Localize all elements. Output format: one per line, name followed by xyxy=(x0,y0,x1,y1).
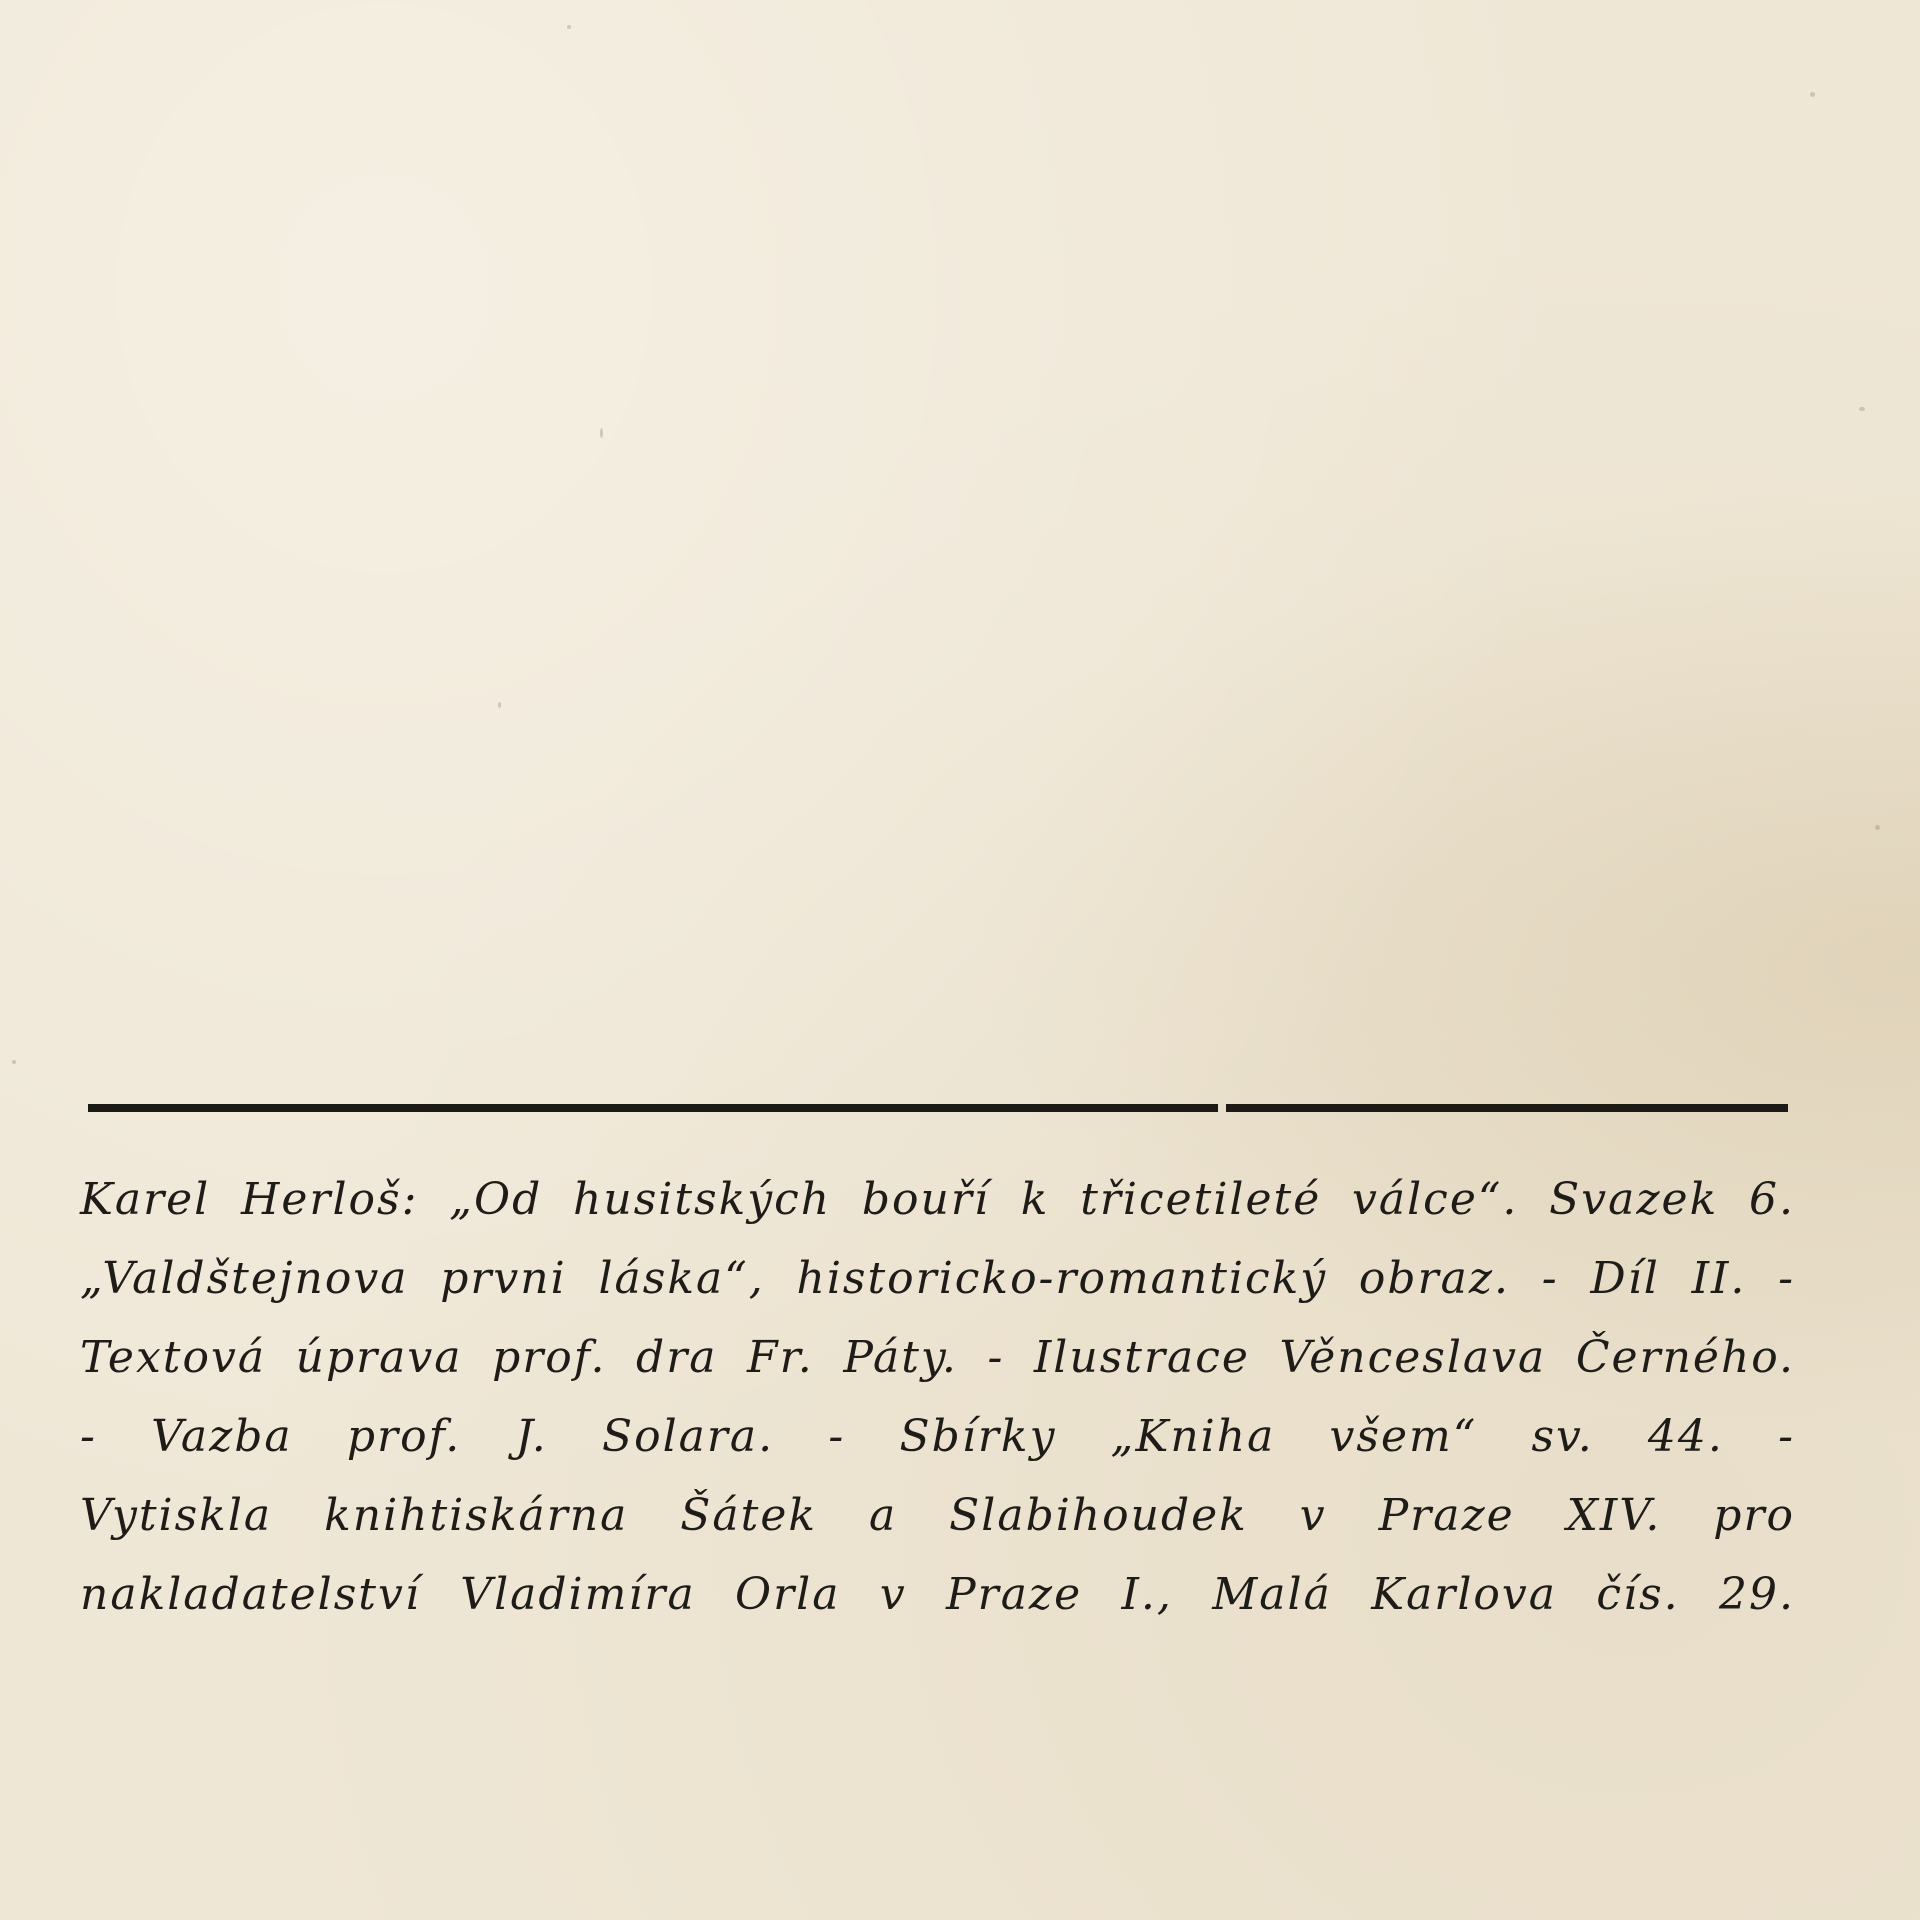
paper-speck xyxy=(498,702,501,708)
colophon-line-2: „Valdštejnova prvni láska“, historicko-romantický obraz. - Díl II. - xyxy=(80,1253,1795,1304)
paper-speck xyxy=(567,25,571,29)
separator-rule-right xyxy=(1226,1104,1788,1112)
colophon-line-1: Karel Herloš: „Od husitských bouří k třicetileté válce“. Svazek 6. xyxy=(80,1174,1795,1225)
paper-speck xyxy=(12,1060,16,1064)
colophon-line-5: Vytiskla knihtiskárna Šátek a Slabihoudek v Praze XIV. pro xyxy=(80,1490,1795,1541)
paper-speck xyxy=(1875,825,1880,830)
colophon-text xyxy=(80,1160,1795,1634)
colophon-line-4: - Vazba prof. J. Solara. - Sbírky „Kniha všem“ sv. 44. - xyxy=(80,1411,1795,1462)
paper-speck xyxy=(1810,92,1815,97)
separator-rule-left xyxy=(88,1104,1218,1112)
paper-speck xyxy=(600,428,603,438)
colophon-line-6: nakladatelství Vladimíra Orla v Praze I., Malá Karlova čís. 29. xyxy=(80,1569,1795,1620)
paper-speck xyxy=(1859,407,1865,411)
colophon-line-3: Textová úprava prof. dra Fr. Páty. - Ilustrace Věnceslava Černého. xyxy=(80,1332,1795,1383)
